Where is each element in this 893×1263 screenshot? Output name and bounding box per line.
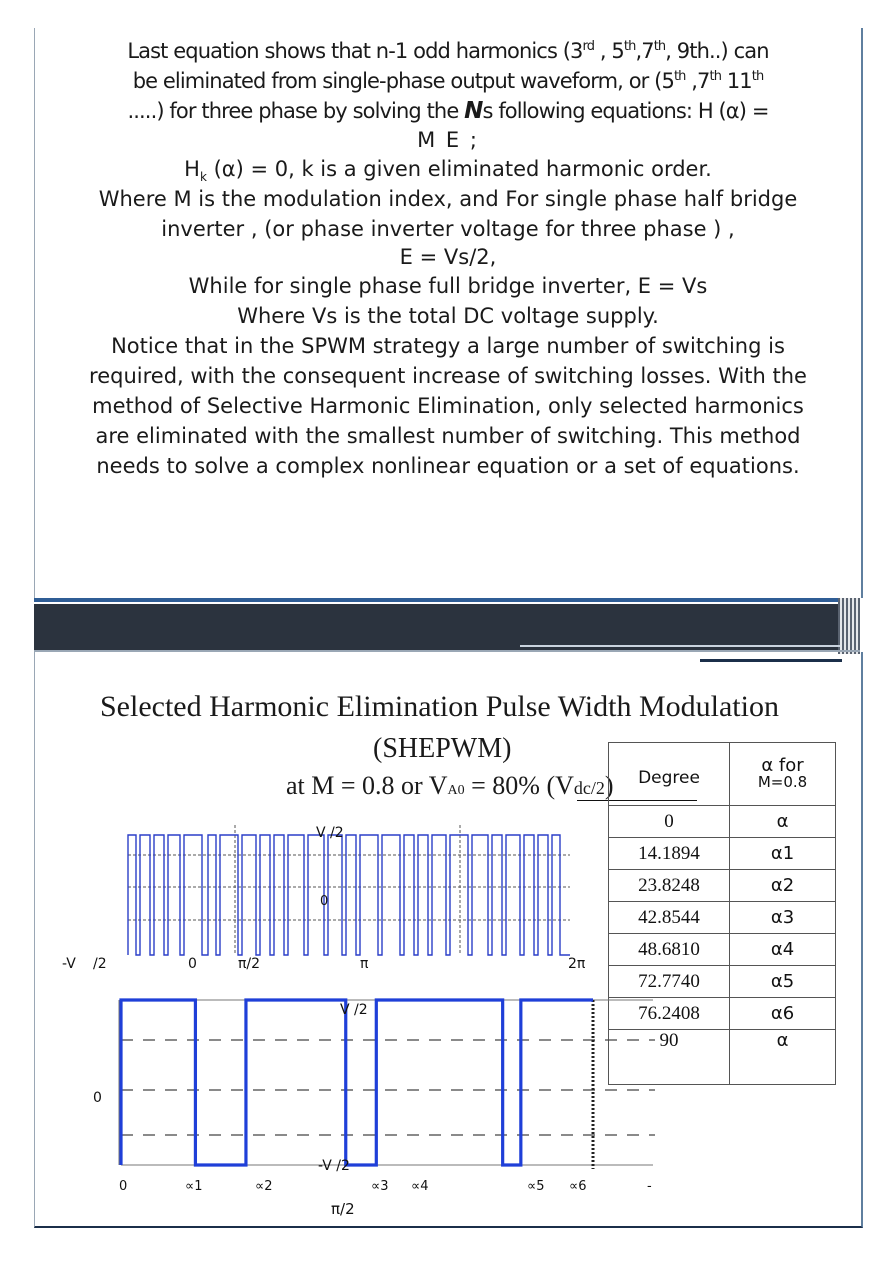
- degree-cell: 72.7740: [609, 966, 730, 998]
- degree-cell: 48.6810: [609, 934, 730, 966]
- x-tick-label: π: [360, 956, 369, 972]
- para-line-9: While for single phase full bridge inverter, E = Vs: [188, 274, 708, 298]
- para-line-1: Last equation shows that n-1 odd harmonics (3rd , 5th,7th, 9th..) can: [127, 39, 769, 63]
- table-row: [609, 902, 836, 934]
- header-alpha: α for M=0.8: [730, 743, 836, 806]
- slide-divider-band: [34, 604, 854, 650]
- harmonics-paragraph: [35, 36, 861, 481]
- table-row: [609, 806, 836, 838]
- table-row: [609, 934, 836, 966]
- alpha-cell: α1: [730, 838, 836, 870]
- para-line-13: method of Selective Harmonic Elimination, only selected harmonics: [92, 394, 804, 418]
- degree-cell: 42.8544: [609, 902, 730, 934]
- alpha-cell: α2: [730, 870, 836, 902]
- chart2-dashed-grid: [119, 1000, 655, 1169]
- para-line-3: .....) for three phase by solving the Ns following equations: H (α) =: [127, 98, 769, 124]
- chart2-labels: [93, 1002, 652, 1218]
- para-line-12: required, with the consequent increase of switching losses. With the: [89, 364, 807, 388]
- x-tick-label: ∝3: [371, 1179, 389, 1194]
- alpha-cell: α6: [730, 998, 836, 1030]
- para-line-8: E = Vs/2,: [399, 245, 497, 269]
- para-line-6: Where M is the modulation index, and For single phase half bridge: [98, 187, 798, 211]
- degree-cell: 14.1894: [609, 838, 730, 870]
- alpha-cell: α: [730, 1030, 836, 1085]
- degree-cell: 90: [609, 1030, 730, 1085]
- degree-cell: 0: [609, 806, 730, 838]
- y-label-zero: 0: [320, 894, 329, 909]
- table-row: [609, 870, 836, 902]
- chart1-waveform: [128, 835, 570, 955]
- pulse-train-chart: [60, 815, 620, 975]
- degree-cell: 23.8248: [609, 870, 730, 902]
- x-tick-label: ∝4: [411, 1179, 429, 1194]
- alpha-cell: α: [730, 806, 836, 838]
- y-label-vdc2: V /2: [316, 825, 344, 841]
- para-line-5: $H_k$ (α) = 0, k is a given eliminated harmonic order.: [184, 157, 712, 185]
- quarter-wave-chart: [85, 990, 665, 1220]
- slide-title-line-2: (SHEPWM): [373, 733, 512, 764]
- chart2-waveform: [121, 1000, 593, 1165]
- alpha-cell: α4: [730, 934, 836, 966]
- table-header-row: [609, 743, 836, 806]
- x-tick-label: /2: [93, 956, 107, 972]
- alpha-cell: α3: [730, 902, 836, 934]
- y-label-vdc2: V /2: [340, 1002, 368, 1018]
- header-degree: Degree: [609, 743, 730, 806]
- x-tick-label-half-pi: π/2: [331, 1200, 355, 1218]
- x-tick-label: π/2: [238, 956, 261, 972]
- x-tick-label: 0: [119, 1179, 128, 1194]
- para-line-2: be eliminated from single-phase output waveform, or (5th ,7th 11th: [132, 69, 764, 93]
- x-tick-label: -V: [62, 956, 76, 972]
- x-tick-label: ∝5: [527, 1179, 545, 1194]
- quarter-wave: [121, 1000, 593, 1165]
- x-tick-label: ∝2: [255, 1179, 273, 1194]
- slide-divider-stripes: [838, 598, 860, 654]
- slide-divider-outline: [34, 598, 860, 602]
- para-line-11: Notice that in the SPWM strategy a large number of switching is: [111, 334, 785, 358]
- text-slide: [34, 28, 863, 598]
- y-label-neg-vdc2: -V /2: [318, 1158, 350, 1174]
- para-line-10: Where Vs is the total DC voltage supply.: [237, 304, 659, 328]
- bottom-accent-rule: [520, 645, 840, 647]
- y-label-zero: 0: [93, 1090, 102, 1106]
- x-tick-label: 0: [188, 956, 197, 972]
- pulse-train: [128, 835, 570, 955]
- x-tick-label: -: [647, 1179, 652, 1194]
- x-tick-label: ∝1: [185, 1179, 203, 1194]
- slide-title-line-1: Selected Harmonic Elimination Pulse Width Modulation: [100, 690, 779, 723]
- x-tick-label: ∝6: [569, 1179, 587, 1194]
- table-row: [609, 838, 836, 870]
- para-line-7: inverter , (or phase inverter voltage for three phase ) ,: [161, 217, 735, 241]
- para-line-4: M E ;: [417, 128, 479, 152]
- para-line-14: are eliminated with the smallest number of switching. This method: [95, 424, 801, 448]
- alpha-cell: α5: [730, 966, 836, 998]
- bottom-accent-rule-dark: [700, 659, 842, 662]
- slide-title-line-3: at M = 0.8 or VA0 = 80% (Vdc/2): [286, 771, 614, 800]
- x-tick-label: 2π: [568, 956, 586, 972]
- chart1-dashed-grid: [128, 825, 570, 955]
- degree-cell: 76.2408: [609, 998, 730, 1030]
- para-line-15: needs to solve a complex nonlinear equation or a set of equations.: [96, 454, 800, 478]
